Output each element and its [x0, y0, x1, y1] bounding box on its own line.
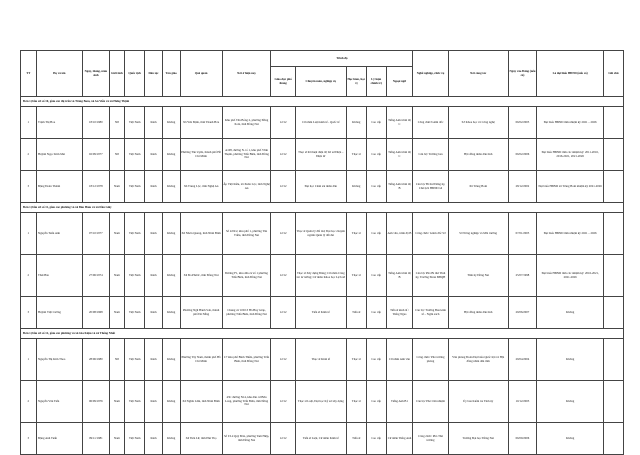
cell-address: Số 9 Lê Quý Đôn, phường Tam Hiệp, tỉnh Đồng Nai	[222, 423, 271, 455]
col-specialty: Chuyên môn, nghiệp vụ	[295, 67, 346, 97]
cell-dob: 28/06/1980	[83, 339, 110, 381]
cell-degree: Không	[346, 107, 366, 139]
cell-hometown: Xã Tiên Lữ, tỉnh Phú Thọ	[180, 423, 222, 455]
cell-address: Chung cư 100/13 Hà Huy Giáp, phường Trấn Biên, tỉnh Đồng Nai	[222, 297, 271, 329]
col-sex: Giới tính	[109, 51, 125, 97]
cell-degree: Tiến sĩ	[346, 423, 366, 455]
cell-religion: Không	[162, 423, 180, 455]
cell-ethnicity: Kinh	[145, 171, 163, 203]
cell-note	[603, 339, 623, 381]
cell-hometown: Xã Trung Lộc, tỉnh Nghệ An	[180, 171, 222, 203]
cell-nationality: Việt Nam	[125, 297, 145, 329]
cell-party-date: 10/12/2003	[508, 381, 537, 423]
col-general-edu: Giáo dục phổ thông	[271, 67, 295, 97]
cell-politics: Cao cấp	[366, 339, 386, 381]
cell-occupation: Công chức/ Phó trưởng phòng	[413, 339, 448, 381]
table-row	[21, 339, 624, 381]
cell-hometown: Xã Đa Phước, tỉnh Đồng Nai	[180, 255, 222, 297]
cell-specialty: Thạc sĩ Kĩ thuật điện tử; Kĩ sư Điện – Điện tử	[295, 139, 346, 171]
col-address: Nơi ở hiện nay	[222, 51, 271, 97]
cell-religion: Không	[162, 339, 180, 381]
cell-hometown: Phường Ngũ Hành Sơn, thành phố Đà Nẵng	[180, 297, 222, 329]
cell-address: Đường F1, khu dân cư số 1 phường Trấn Biên, tỉnh Đồng Nai	[222, 255, 271, 297]
candidate-table	[20, 50, 624, 455]
cell-dob: 18/12/1978	[83, 171, 110, 203]
cell-note	[603, 255, 623, 297]
cell-name: Đặng Anh Tuấn	[36, 423, 83, 455]
cell-note	[603, 171, 623, 203]
cell-hometown: Xã Nghĩa Lâm, tỉnh Ninh Bình	[180, 381, 222, 423]
cell-degree: Thạc sĩ	[346, 381, 366, 423]
cell-workplace: Trường Đại học Đồng Nai	[448, 423, 508, 455]
section-title: Đơn vị bầu cử số 10, gồm các thị trấn và Trảng Bom, xã An Viễn và xã Hưng Thịnh	[21, 97, 624, 107]
cell-council: Không	[537, 297, 604, 329]
cell-specialty: Thạc sĩ Xây dựng Đảng; Cử nhân Công tác tư tưởng; Cử nhân Khoa học Lịch sử	[295, 255, 346, 297]
cell-religion: Không	[162, 213, 180, 255]
cell-specialty: Tiến sĩ Kinh tế	[295, 297, 346, 329]
cell-name: Thái Bảo	[36, 255, 83, 297]
cell-hometown: Xã Yên Định, tỉnh Thanh Hóa	[180, 107, 222, 139]
cell-specialty: Thạc sĩ Luật, Đại học Kỹ sư xây dựng	[295, 381, 346, 423]
cell-workplace: Sở Khoa học và Công nghệ	[448, 107, 508, 139]
cell-religion: Không	[162, 297, 180, 329]
cell-general-edu: 12/12	[271, 381, 295, 423]
table-row	[21, 107, 624, 139]
col-nationality: Quốc tịch	[125, 51, 145, 97]
cell-politics: Cao cấp	[366, 255, 386, 297]
cell-note	[603, 107, 623, 139]
cell-council: Đại biểu HĐND xã Trảng Bom nhiệm kỳ 2021-2026	[537, 171, 604, 203]
cell-language: Tiếng Anh B1	[386, 381, 413, 423]
cell-party-date: 29/04/2004	[508, 339, 537, 381]
cell-occupation: Cán bộ/ Trưởng Ban kinh tế – Ngân sách	[413, 297, 448, 329]
cell-politics: Cao cấp	[366, 213, 386, 255]
cell-dob: 09/11/1981	[83, 423, 110, 455]
col-tt: TT	[21, 51, 37, 97]
col-politics: Lý luận chính trị	[366, 67, 386, 97]
cell-specialty: Cử nhân Luật kinh tế - Quốc tế	[295, 107, 346, 139]
cell-sex: Nam	[109, 213, 125, 255]
cell-religion: Không	[162, 381, 180, 423]
cell-dob: 27/06/1974	[83, 255, 110, 297]
cell-hometown: Phường Tân Uyên, thành phố Hồ Chí Minh	[180, 139, 222, 171]
cell-dob: 02/09/1977	[83, 139, 110, 171]
cell-occupation: Cán bộ/ Bí thư Đảng ủy, Chủ tịch HĐND xã	[413, 171, 448, 203]
cell-note	[603, 381, 623, 423]
cell-address: Ấp Việt Kiều, xã Xuân Lộc, tỉnh Nghệ An	[222, 171, 271, 203]
cell-degree: Tiến sĩ	[346, 297, 366, 329]
cell-general-edu: 12/12	[271, 297, 295, 329]
cell-specialty: Thạc sĩ Kinh tế	[295, 339, 346, 381]
cell-nationality: Việt Nam	[125, 139, 145, 171]
cell-workplace: Văn phòng Đoàn Đại biểu Quốc hội và Hội đồng nhân dân tỉnh	[448, 339, 508, 381]
cell-occupation: Cán bộ/ Trưởng ban	[413, 139, 448, 171]
cell-workplace: Ủy ban Kiểm tra Tỉnh ủy	[448, 381, 508, 423]
col-party-date: Ngày vào Đảng (nếu có)	[508, 51, 537, 97]
cell-note	[603, 213, 623, 255]
col-name: Họ và tên	[36, 51, 83, 97]
cell-politics: Cao cấp	[366, 139, 386, 171]
col-note: Ghi chú	[603, 51, 623, 97]
cell-nationality: Việt Nam	[125, 213, 145, 255]
cell-general-edu: 12/12	[271, 339, 295, 381]
cell-language: Tiếng Anh trình độ B	[386, 171, 413, 203]
cell-degree: Không	[346, 171, 366, 203]
cell-specialty: Tiến sĩ Luật, Cử nhân Kinh tế	[295, 423, 346, 455]
cell-degree: Thạc sĩ	[346, 213, 366, 255]
cell-tt: 1	[21, 107, 37, 139]
cell-language: Tiếng Anh trình độ B	[386, 255, 413, 297]
cell-language: Tiếng Anh trình độ C	[386, 139, 413, 171]
cell-ethnicity: Kinh	[145, 297, 163, 329]
cell-hometown: Xã Nhơn Quang, tỉnh Ninh Bình	[180, 213, 222, 255]
cell-hometown: Phường Tây Nam, thành phố Hồ Chí Minh	[180, 339, 222, 381]
cell-dob: 20/08/1968	[83, 297, 110, 329]
cell-tt: 2	[21, 381, 37, 423]
cell-council: Đại biểu HĐND tỉnh các nhiệm kỳ: 2011-2016, 2016-2021, 2021-2026	[537, 139, 604, 171]
cell-occupation: Công chức/Giám đốc	[413, 107, 448, 139]
cell-address: Khu phố Tân Bổng 2, phường Đồng Xoài, tỉnh Đồng Nai	[222, 107, 271, 139]
col-occupation: Nghề nghiệp, chức vụ	[413, 51, 448, 97]
cell-party-date: 06/02/2005	[508, 107, 537, 139]
cell-general-edu: 12/12	[271, 171, 295, 203]
cell-address: C7 khu phố Bình Thiền, phường Trấn Biên, tỉnh Đồng Nai	[222, 339, 271, 381]
cell-occupation: Cán bộ/ Phó Chủ nhiệm	[413, 381, 448, 423]
cell-council: Không	[537, 381, 604, 423]
cell-note	[603, 139, 623, 171]
cell-address: A108, đường N. tổ 1, khu phố Vĩnh Thạnh, phường Trấn Biên, tỉnh Đồng Nai	[222, 139, 271, 171]
cell-nationality: Việt Nam	[125, 255, 145, 297]
cell-sex: Nam	[109, 171, 125, 203]
col-dob: Ngày, tháng, năm sinh	[83, 51, 110, 97]
cell-ethnicity: Kinh	[145, 107, 163, 139]
col-religion: Tôn giáo	[162, 51, 180, 97]
cell-nationality: Việt Nam	[125, 381, 145, 423]
cell-nationality: Việt Nam	[125, 423, 145, 455]
cell-tt: 2	[21, 139, 37, 171]
cell-dob: 07/10/1977	[83, 213, 110, 255]
cell-tt: 3	[21, 171, 37, 203]
cell-name: Huỳnh Ngọc Kim Mai	[36, 139, 83, 171]
cell-dob: 18/10/1980	[83, 107, 110, 139]
cell-name: Huỳnh Việt Cường	[36, 297, 83, 329]
cell-religion: Không	[162, 107, 180, 139]
cell-address: 43C đường N14, khu dân cư Bửu Long, phường Trấn Biên, tỉnh Đồng Nai	[222, 381, 271, 423]
cell-workplace: Sở Nông nghiệp và Môi trường	[448, 213, 508, 255]
cell-ethnicity: Kinh	[145, 381, 163, 423]
table-body	[21, 97, 624, 455]
cell-religion: Không	[162, 255, 180, 297]
cell-degree: Thạc sĩ	[346, 255, 366, 297]
cell-address: Số 4/02/2, khu phố 1, phường Tân Triều, tỉnh Đồng Nai	[222, 213, 271, 255]
cell-council: Đại biểu HĐND tỉnh nhiệm kỳ 2021 – 2026	[537, 107, 604, 139]
cell-party-date: 06/02/2006	[508, 139, 537, 171]
cell-ethnicity: Kinh	[145, 339, 163, 381]
cell-name: Nguyễn Tuấn Anh	[36, 213, 83, 255]
col-degree: Học hàm, học vị	[346, 67, 366, 97]
cell-party-date: 25/07/1998	[508, 255, 537, 297]
cell-language: Cử nhân Tiếng Anh	[386, 423, 413, 455]
cell-council: Đại biểu HĐND tỉnh các nhiệm kỳ: 2016-2021, 2021-2026	[537, 255, 604, 297]
col-ethnicity: Dân tộc	[145, 51, 163, 97]
cell-language: Tiếng Anh trình độ C	[386, 107, 413, 139]
cell-tt: 1	[21, 213, 37, 255]
cell-sex: Nữ	[109, 107, 125, 139]
cell-sex: Nam	[109, 381, 125, 423]
col-council: Là đại biểu HĐND (nếu có)	[537, 51, 604, 97]
cell-religion: Không	[162, 139, 180, 171]
cell-sex: Nữ	[109, 339, 125, 381]
cell-general-edu: 12/12	[271, 107, 295, 139]
cell-general-edu: 12/12	[271, 139, 295, 171]
cell-tt: 2	[21, 255, 37, 297]
cell-workplace: Xã Trảng Bom	[448, 171, 508, 203]
table-row	[21, 255, 624, 297]
cell-nationality: Việt Nam	[125, 171, 145, 203]
col-education-group: Trình độ	[271, 51, 413, 67]
cell-party-date: 07/01/2005	[508, 213, 537, 255]
col-language: Ngoại ngữ	[386, 67, 413, 97]
cell-name: Nguyễn Văn Tiến	[36, 381, 83, 423]
table-row	[21, 171, 624, 203]
cell-general-edu: 12/12	[271, 255, 295, 297]
cell-occupation: Công chức/ Giám đốc Sở	[413, 213, 448, 255]
table-row	[21, 213, 624, 255]
cell-tt: 3	[21, 297, 37, 329]
cell-politics: Cao cấp	[366, 171, 386, 203]
cell-party-date: 06/09/2006	[508, 423, 537, 455]
cell-party-date: 28/12/2002	[508, 171, 537, 203]
cell-sex: Nam	[109, 423, 125, 455]
cell-religion: Không	[162, 171, 180, 203]
cell-sex: Nữ	[109, 139, 125, 171]
cell-ethnicity: Kinh	[145, 139, 163, 171]
cell-ethnicity: Kinh	[145, 213, 163, 255]
cell-politics: Cao cấp	[366, 297, 386, 329]
cell-specialty: Đại học Cảnh sát nhân dân	[295, 171, 346, 203]
cell-party-date: 29/06/2007	[508, 297, 537, 329]
cell-note	[603, 297, 623, 329]
cell-note	[603, 423, 623, 455]
cell-ethnicity: Kinh	[145, 255, 163, 297]
cell-degree: Thạc sĩ	[346, 339, 366, 381]
cell-general-edu: 12/12	[271, 213, 295, 255]
cell-specialty: Thạc sĩ Quản lý đất đai; Đại học chuyên ngành Quản lý đất đai	[295, 213, 346, 255]
cell-council: Đại biểu HĐND tỉnh nhiệm kỳ 2021 – 2026	[537, 213, 604, 255]
cell-council: Không	[537, 423, 604, 455]
col-workplace: Nơi công tác	[448, 51, 508, 97]
cell-occupation: Công chức/ Phó Thủ trưởng	[413, 423, 448, 455]
cell-council: Không	[537, 339, 604, 381]
cell-tt: 3	[21, 423, 37, 455]
cell-politics: Cao cấp	[366, 423, 386, 455]
table-row	[21, 423, 624, 455]
cell-language: Cử nhân Anh văn	[386, 339, 413, 381]
cell-nationality: Việt Nam	[125, 339, 145, 381]
cell-sex: Nam	[109, 255, 125, 297]
cell-name: Nguyễn Thị Kim Thoa	[36, 339, 83, 381]
table-row	[21, 139, 624, 171]
section-title: Đơn vị bầu cử số 11, gồm các phường và xã Bàu Hàm và xã Dầu Giây	[21, 203, 624, 213]
table-row	[21, 381, 624, 423]
cell-ethnicity: Kinh	[145, 423, 163, 455]
cell-degree: Thạc sĩ	[346, 139, 366, 171]
cell-nationality: Việt Nam	[125, 107, 145, 139]
cell-name: Đặng Đoàn Thành	[36, 171, 83, 203]
cell-general-edu: 12/12	[271, 423, 295, 455]
candidate-table-sheet	[20, 50, 624, 455]
cell-language: Anh văn, trình độ B	[386, 213, 413, 255]
table-row	[21, 297, 624, 329]
cell-tt: 1	[21, 339, 37, 381]
col-hometown: Quê quán	[180, 51, 222, 97]
section-title: Đơn vị bầu cử số 12, gồm các phường và xã Gia Kiệm và xã Thống Nhất	[21, 329, 624, 339]
cell-dob: 06/09/1976	[83, 381, 110, 423]
cell-workplace: Tỉnh ủy Đồng Nai	[448, 255, 508, 297]
cell-language: Tiến sĩ kinh tế / Tiếng Ngas	[386, 297, 413, 329]
cell-sex: Nam	[109, 297, 125, 329]
cell-occupation: Cán bộ/ Phó Bí thư Tỉnh ủy, Trưởng Đoàn ĐBQH	[413, 255, 448, 297]
cell-politics: Cao cấp	[366, 381, 386, 423]
cell-politics: Cao cấp	[366, 107, 386, 139]
cell-name: Trịnh Thị Hoa	[36, 107, 83, 139]
cell-workplace: Hội đồng nhân dân tỉnh	[448, 297, 508, 329]
cell-workplace: Hội đồng nhân dân tỉnh	[448, 139, 508, 171]
